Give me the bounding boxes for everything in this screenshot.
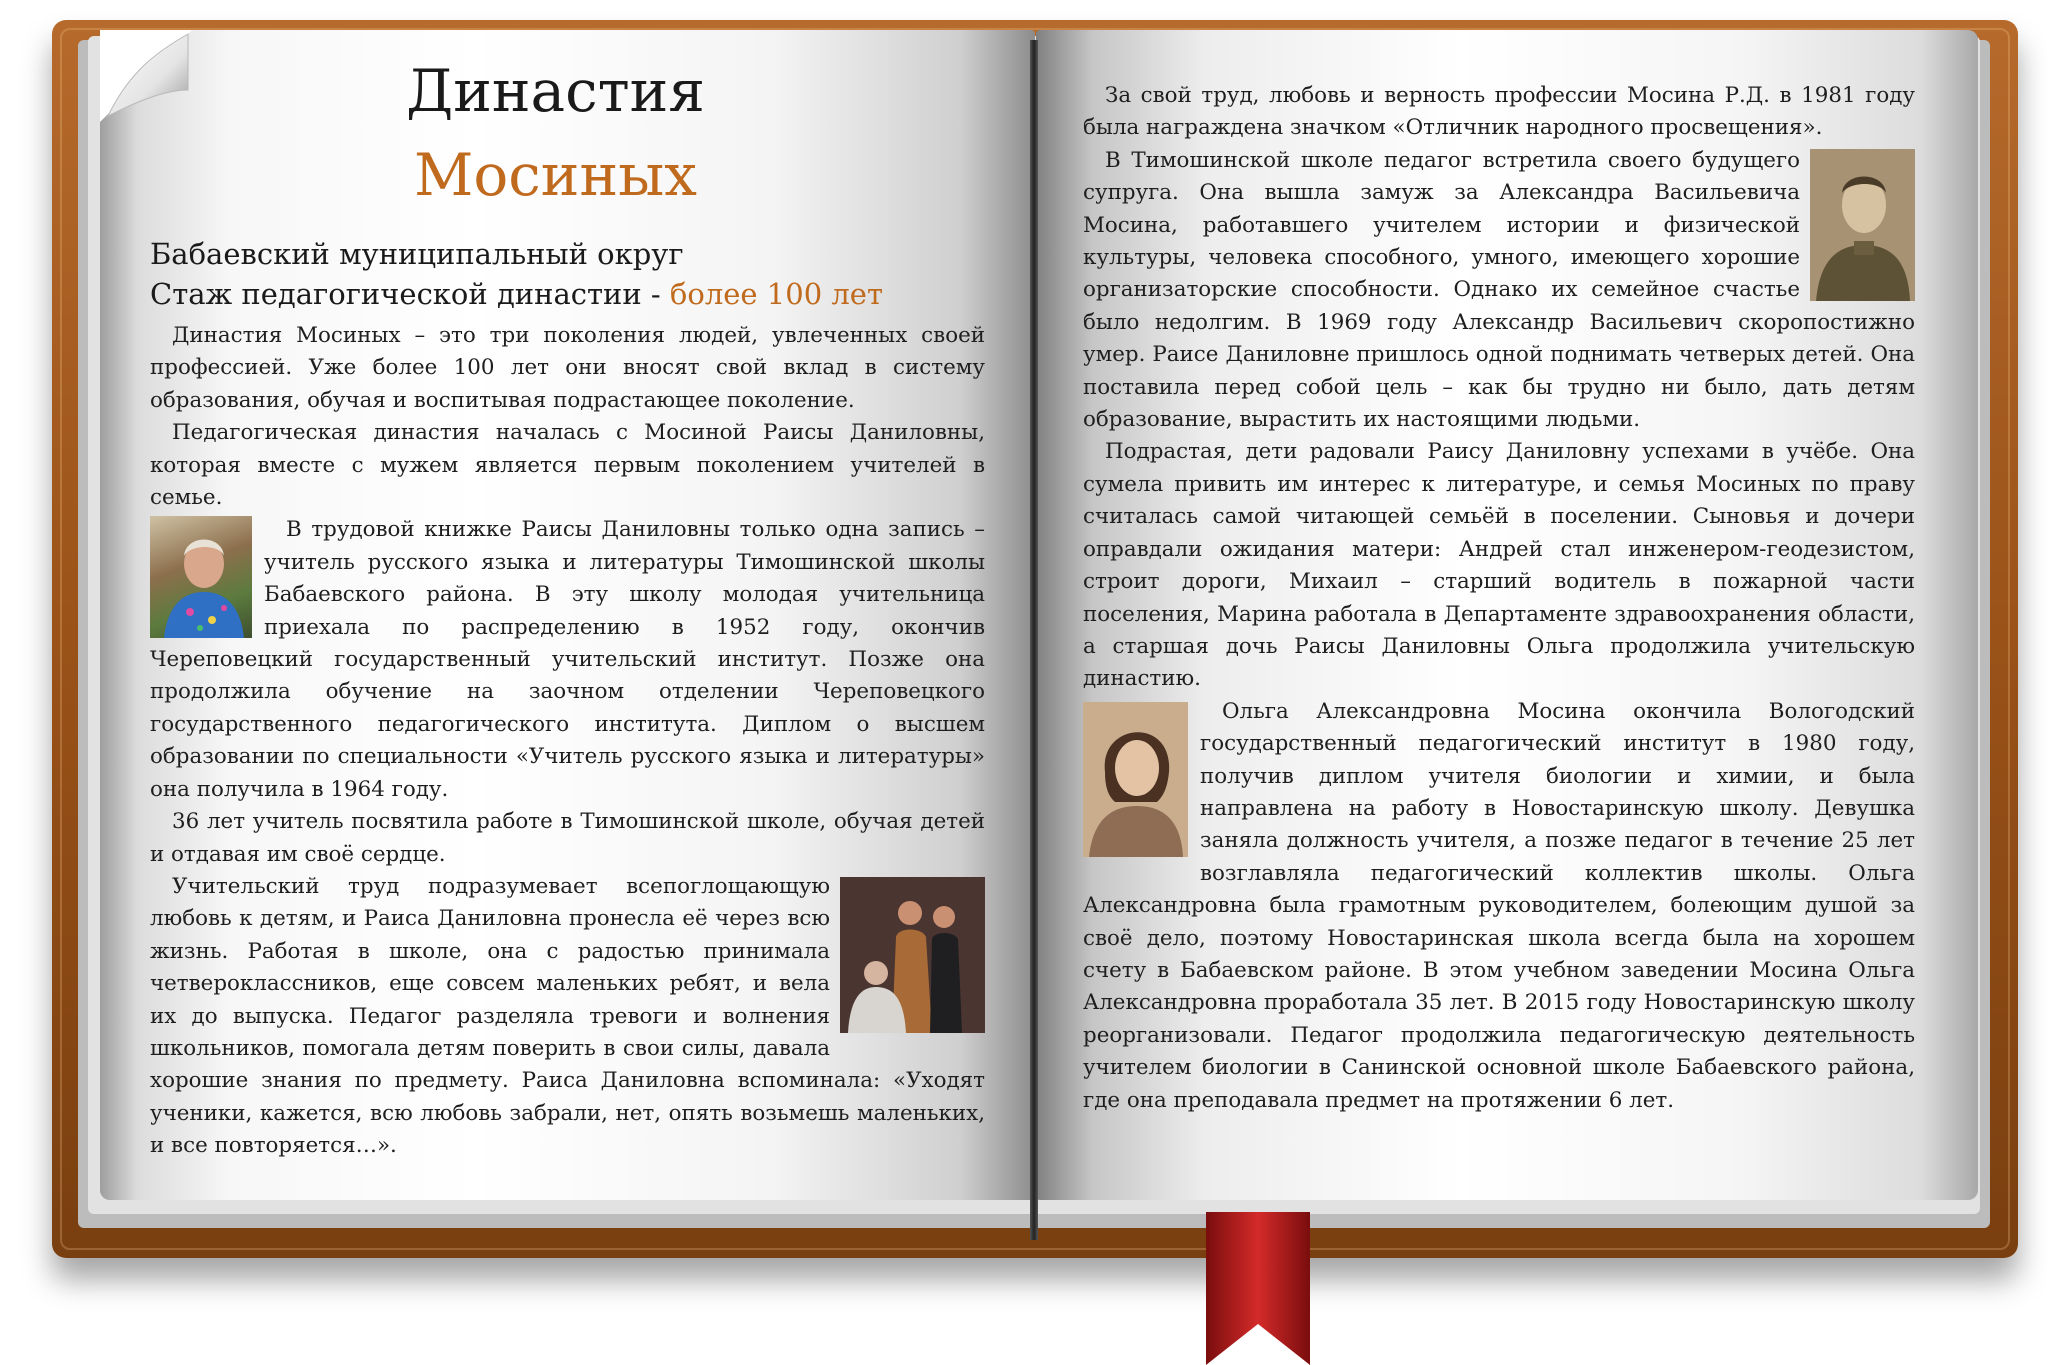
right-paragraph-4: Ольга Александровна Мосина окончила Вологодский государственный педагогический институт в 1980 году, получив диплом учителя биологии и химии, и была направлена на работу в Новостаринскую школу. Девушка заняла должность учителя, а позже педагог в течение 25 лет возглавляла педагогический коллектив школы. Ольга Александровна была грамотным руководителем, болеющим душой за своё дело, поэтому Новостаринская школа всегда была на хорошем счету в Бабаевском районе. В этом учебном заведении Мосина Ольга Александровна проработала 35 лет. В 2015 году Новостаринскую школу реорганизовали. Педагог продолжила педагогическую деятельность учителем биологии в Санинской основной школе Бабаевского района, где она преподавала предмет на протяжении 6 лет.	[1083, 698, 1915, 1113]
right-paragraph-1: За свой труд, любовь и верность профессии Мосина Р.Д. в 1981 году была награждена значком «Отличник народного просвещения».	[1083, 83, 1915, 141]
tenure-label: Стаж педагогической династии -	[150, 277, 670, 311]
left-paragraph-2: Педагогическая династия началась с Мосиной Раисы Даниловны, которая вместе с мужем является первым поколением учителей в семье.	[150, 420, 985, 511]
right-page-content	[1083, 80, 1915, 1117]
family-photo	[840, 877, 985, 1033]
alexander-photo	[1810, 149, 1915, 301]
right-paragraph-2: В Тимошинской школе педагог встретила своего будущего супруга. Она вышла замуж за Александра Васильевича Мосина, работавшего учителем истории и физической культуры, человека способного, умного, имеющего хорошие организаторские способности. Однако их семейное счастье было недолгим. В 1969 году Александр Васильевич скоропостижно умер. Раисе Даниловне пришлось одной поднимать четверых детей. Она поставила перед собой цель – как бы трудно ни было, дать детям образование, вырастить их настоящими людьми.	[1083, 147, 1915, 433]
book-spine	[1030, 40, 1038, 1240]
right-paragraph-3: Подрастая, дети радовали Раису Даниловну успехами в учёбе. Она сумела привить им интерес к литературе, и семья Мосиных по праву считалась самой читающей семьёй в поселении. Сыновья и дочери оправдали ожидания матери: Андрей стал инженером-геодезистом, строит дороги, Михаил – старший водитель в пожарной части поселения, Марина работала в Департаменте здравоохранения области, а старшая дочь Раисы Даниловны Ольга продолжила учительскую династию.	[1083, 439, 1915, 692]
left-paragraph-3: В трудовой книжке Раисы Даниловны только одна запись – учитель русского языка и литературы Тимошинской школы Бабаевского района. В эту школу молодая учительница приехала по распределению в 1952 году, окончив Череповецкий государственный учительский институт. Позже она продолжила обучение на заочном отделении Череповецкого государственного педагогического института. Диплом о высшем образовании по специальности «Учитель русского языка и литературы» она получила в 1964 году.	[150, 517, 985, 802]
page-title: Династия	[406, 57, 705, 125]
district-subtitle: Бабаевский муниципальный округ	[150, 237, 684, 271]
left-paragraph-1: Династия Мосиных – это три поколения людей, увлеченных своей профессией. Уже более 100 лет они вносят свой вклад в систему образования, обучая и воспитывая подрастающее поколение.	[150, 323, 985, 413]
left-page-content	[150, 52, 985, 1163]
portrait-icon	[150, 516, 252, 638]
raisa-photo	[150, 516, 252, 638]
bookmark-ribbon-icon	[1206, 1212, 1310, 1365]
dynasty-tenure-subtitle	[150, 274, 985, 314]
family-photo-icon	[840, 877, 985, 1033]
left-paragraph-4: 36 лет учитель посвятила работе в Тимошинской школе, обучая детей и отдавая им своё сердце.	[150, 809, 985, 867]
tenure-value: более 100 лет	[669, 277, 884, 311]
olga-photo	[1083, 702, 1188, 857]
left-paragraph-5: Учительский труд подразумевает всепоглощающую любовь к детям, и Раиса Даниловна пронесла её через всю жизнь. Работая в школе, она с радостью принимала четвероклассников, еще совсем маленьких ребят, и вела их до выпуска. Педагог разделяла тревоги и волнения школьников, помогала детям поверить в свои силы, давала хорошие знания по предмету. Раиса Даниловна вспоминала: «Уходят ученики, кажется, всю любовь забрали, нет, опять возьмешь маленьких, и все повторяется…».	[150, 873, 985, 1159]
olga-portrait-icon	[1083, 702, 1188, 857]
soldier-portrait-icon	[1810, 149, 1915, 301]
page-title-family: Мосиных	[414, 141, 697, 209]
